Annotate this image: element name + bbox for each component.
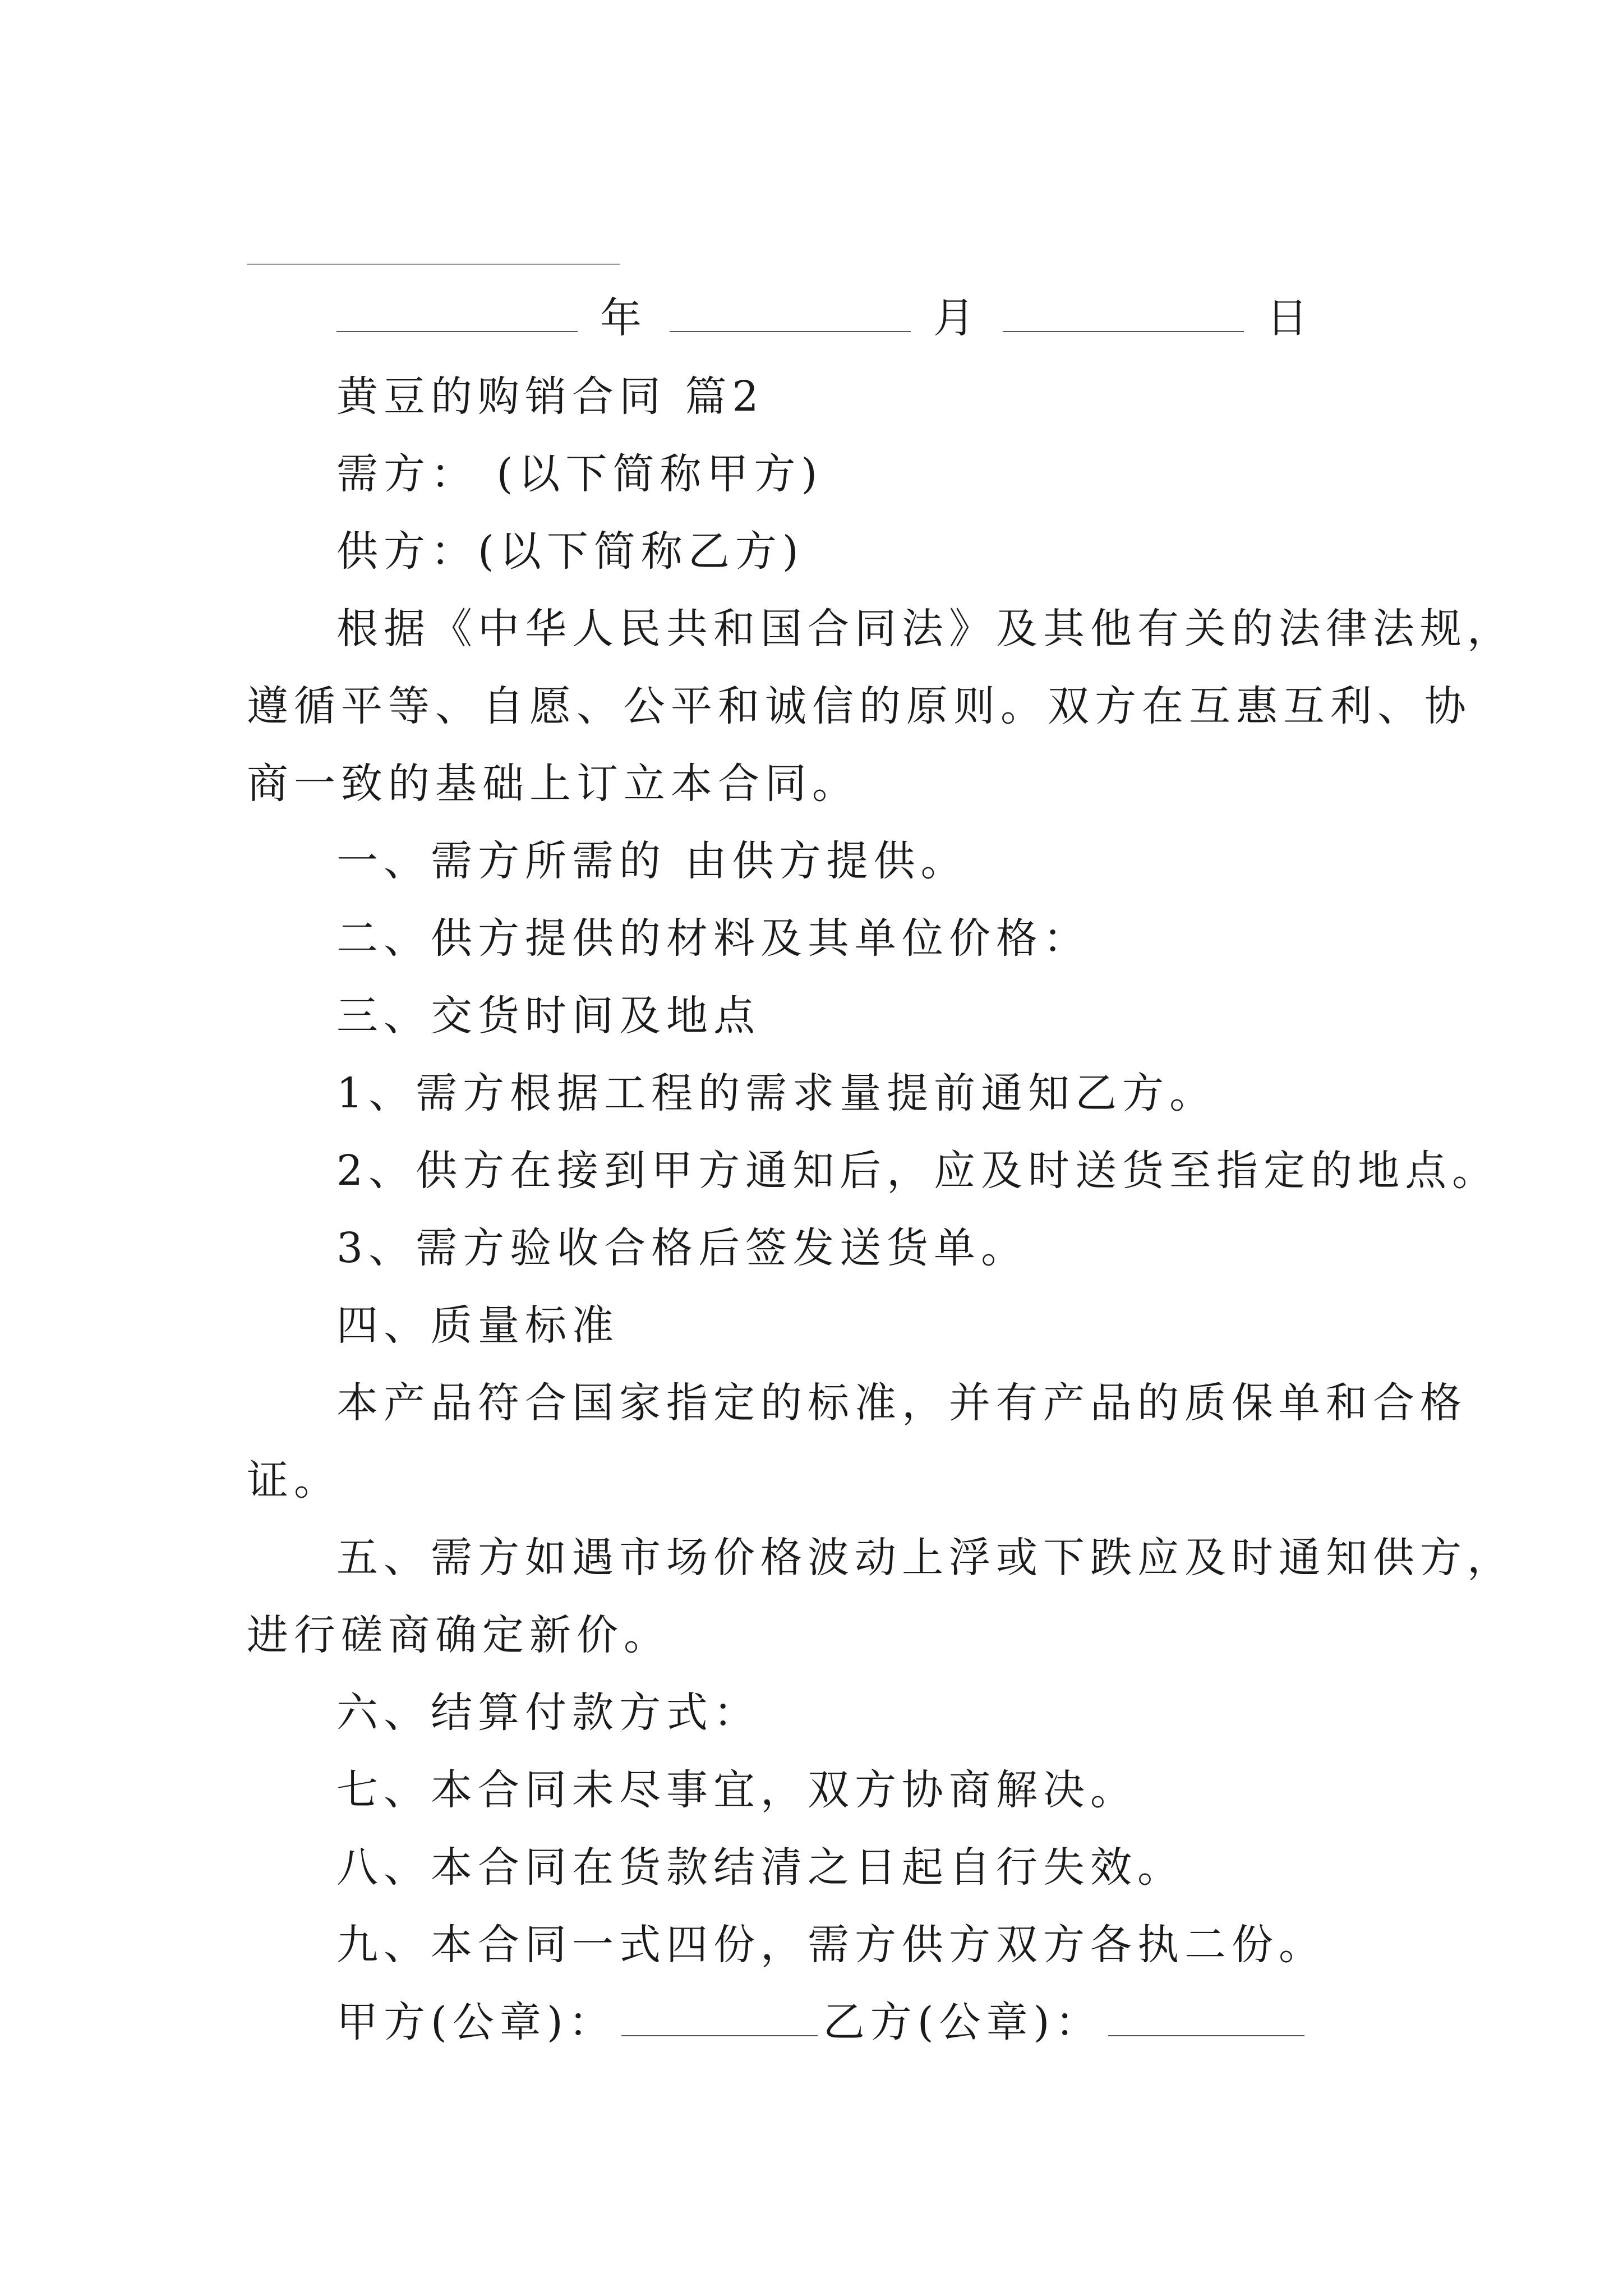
clause-5-line-2: 进行磋商确定新价。 bbox=[247, 1611, 671, 1659]
month-label: 月 bbox=[933, 294, 980, 342]
date-row bbox=[336, 294, 1313, 342]
clause-7: 七、本合同未尽事宜，双方协商解决。 bbox=[336, 1766, 1137, 1814]
year-label: 年 bbox=[600, 294, 647, 342]
clause-1: 一、需方所需的 由供方提供。 bbox=[336, 837, 968, 885]
clause-4-heading: 四、质量标准 bbox=[336, 1301, 619, 1350]
clause-6: 六、结算付款方式： bbox=[336, 1688, 760, 1737]
clause-8: 八、本合同在货款结清之日起自行失效。 bbox=[336, 1843, 1184, 1892]
day-blank bbox=[1003, 325, 1244, 332]
signature-row bbox=[336, 1998, 1310, 2046]
clause-4-text-line-2: 证。 bbox=[247, 1456, 341, 1504]
buyer-line: 需方： (以下简称甲方) bbox=[336, 450, 823, 498]
clause-3-item-2: 2、供方在接到甲方通知后，应及时送货至指定的地点。 bbox=[336, 1147, 1500, 1195]
intro-paragraph-line-3: 商一致的基础上订立本合同。 bbox=[247, 760, 859, 808]
intro-paragraph-line-2: 遵循平等、自愿、公平和诚信的原则。双方在互惠互利、协 bbox=[247, 682, 1472, 730]
clause-9: 九、本合同一式四份，需方供方双方各执二份。 bbox=[336, 1921, 1326, 1969]
month-blank bbox=[670, 325, 911, 332]
year-blank bbox=[336, 325, 578, 332]
clause-3-item-3: 3、需方验收合格后签发送货单。 bbox=[336, 1224, 1029, 1272]
party-b-seal-blank bbox=[1108, 2030, 1304, 2036]
clause-4-text-line-1: 本产品符合国家指定的标准，并有产品的质保单和合格 bbox=[336, 1379, 1467, 1427]
party-a-seal-blank bbox=[621, 2030, 818, 2036]
party-b-seal-label: 乙方(公章)： bbox=[823, 1998, 1103, 2046]
intro-paragraph-line-1: 根据《中华人民共和国合同法》及其他有关的法律法规， bbox=[336, 605, 1514, 653]
top-rule-divider bbox=[247, 264, 620, 265]
clause-3-heading: 三、交货时间及地点 bbox=[336, 992, 760, 1040]
clause-3-item-1: 1、需方根据工程的需求量提前通知乙方。 bbox=[336, 1069, 1217, 1117]
clause-2: 二、供方提供的材料及其单位价格： bbox=[336, 914, 1090, 963]
seller-line: 供方：(以下简称乙方) bbox=[336, 527, 804, 576]
party-a-seal-label: 甲方(公章)： bbox=[336, 1998, 616, 2046]
clause-5-line-1: 五、需方如遇市场价格波动上浮或下跌应及时通知供方， bbox=[336, 1534, 1514, 1582]
document-title: 黄豆的购销合同 篇2 bbox=[336, 372, 764, 421]
day-label: 日 bbox=[1266, 294, 1313, 342]
